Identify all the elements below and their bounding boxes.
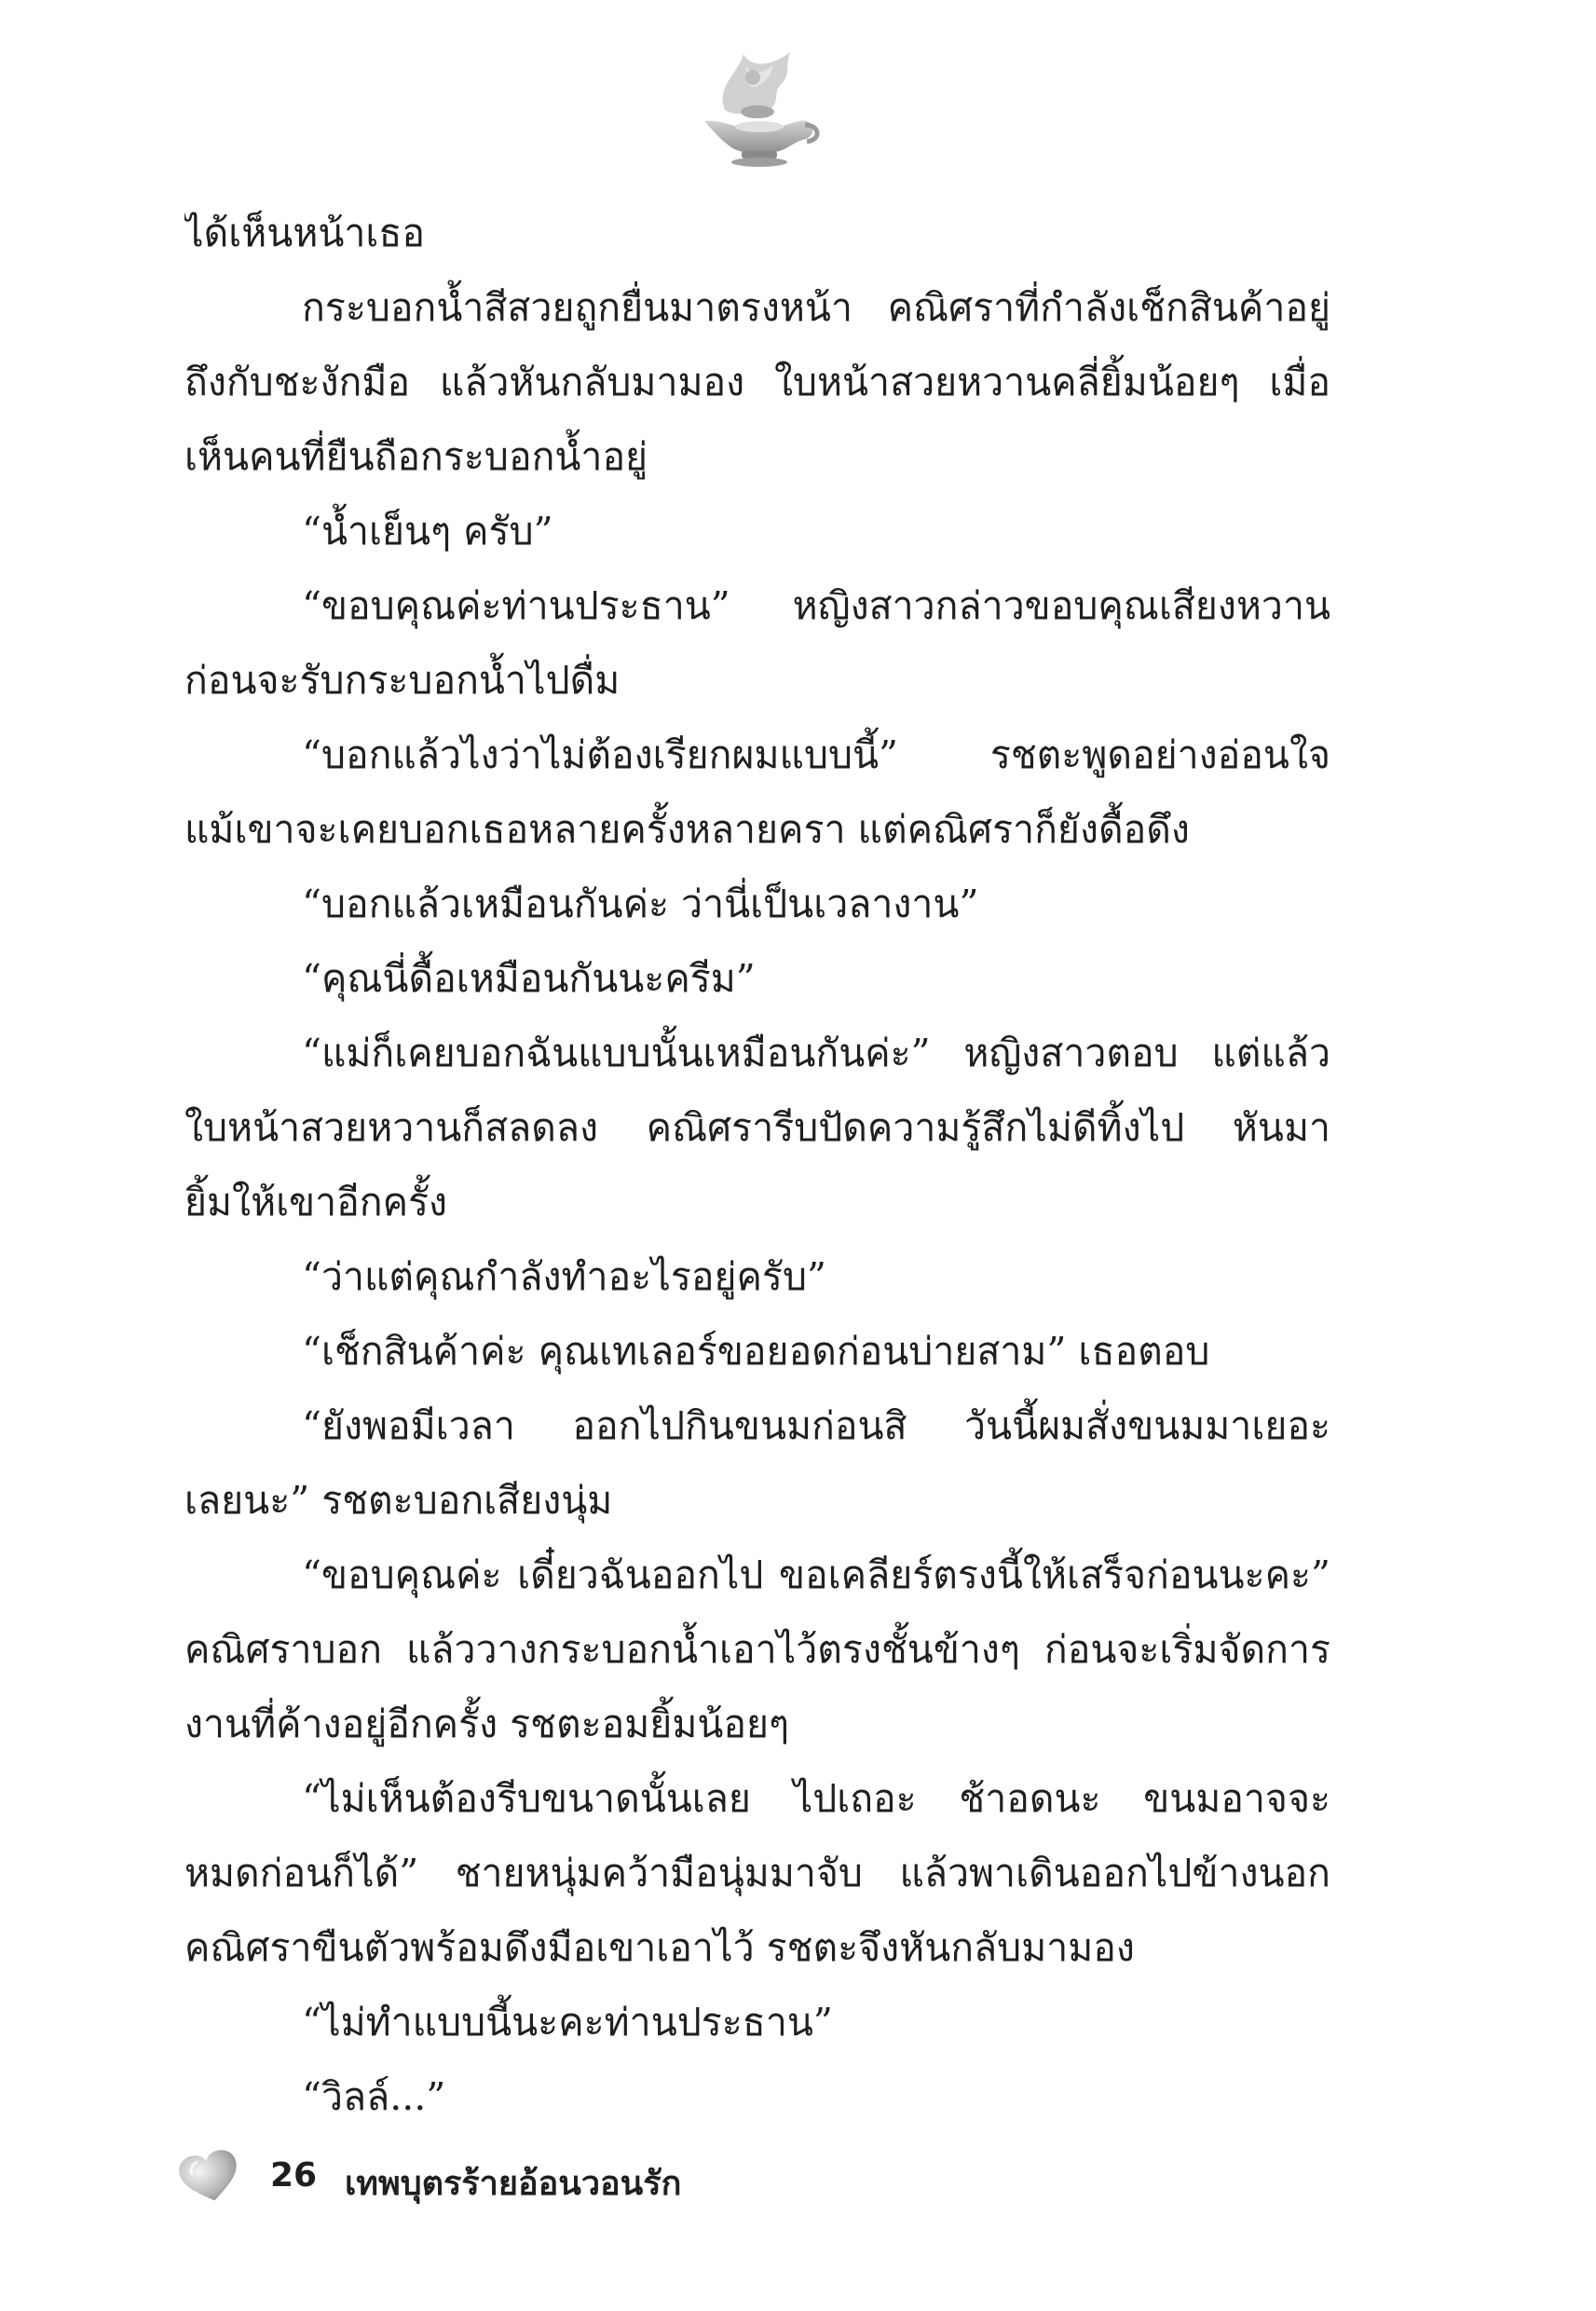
text-line: ก่อนจะรับกระบอกน้ำไปดื่ม: [184, 658, 621, 703]
dialogue-line: “ยังพอมีเวลา ออกไปกินขนมก่อนสิ วันนี้ผมสั่งขนมมาเยอะ: [302, 1403, 1330, 1448]
text-line: ใบหน้าสวยหวานก็สลดลง คณิศรารีบปัดความรู้สึกไม่ดีทิ้งไป หันมา: [184, 1105, 1330, 1150]
dialogue-line: “คุณนี่ดื้อเหมือนกันนะครีม”: [302, 956, 756, 1001]
dialogue-line: “ขอบคุณค่ะท่านประธาน” หญิงสาวกล่าวขอบคุณเสียงหวาน: [302, 583, 1330, 628]
text-line: งานที่ค้างอยู่อีกครั้ง รชตะอมยิ้มน้อยๆ: [184, 1702, 790, 1746]
text-line: คณิศราบอก แล้ววางกระบอกน้ำเอาไว้ตรงชั้นข้างๆ ก่อนจะเริ่มจัดการ: [184, 1627, 1330, 1672]
heart-icon: [177, 2149, 242, 2205]
book-title: เทพบุตรร้ายอ้อนวอนรัก: [345, 2165, 682, 2203]
dialogue-line: “น้ำเย็นๆ ครับ”: [302, 509, 553, 554]
page-footer: [177, 2143, 1016, 2218]
body-text: [184, 196, 1330, 2134]
genie-lamp-ornament-icon: [688, 45, 827, 171]
text-line: ยิ้มให้เขาอีกครั้ง: [184, 1180, 448, 1224]
dialogue-line: “บอกแล้วไงว่าไม่ต้องเรียกผมแบบนี้” รชตะพูดอย่างอ่อนใจ: [302, 732, 1330, 777]
dialogue-line: “วิลล์...”: [302, 2074, 446, 2119]
dialogue-line: “ขอบคุณค่ะ เดี๋ยวฉันออกไป ขอเคลียร์ตรงนี้ให้เสร็จก่อนนะคะ”: [302, 1552, 1330, 1597]
text-line: ได้เห็นหน้าเธอ: [184, 211, 426, 255]
dialogue-line: “เช็กสินค้าค่ะ คุณเทเลอร์ขอยอดก่อนบ่ายสาม” เธอตอบ: [302, 1329, 1210, 1374]
dialogue-line: “ไม่เห็นต้องรีบขนาดนั้นเลย ไปเถอะ ช้าอดนะ ขนมอาจจะ: [302, 1776, 1330, 1821]
dialogue-line: “ว่าแต่คุณกำลังทำอะไรอยู่ครับ”: [302, 1254, 826, 1299]
text-line: แม้เขาจะเคยบอกเธอหลายครั้งหลายครา แต่คณิศราก็ยังดื้อดึง: [184, 807, 1190, 852]
text-line: เห็นคนที่ยืนถือกระบอกน้ำอยู่: [184, 434, 648, 479]
text-line: หมดก่อนก็ได้” ชายหนุ่มคว้ามือนุ่มมาจับ แล้วพาเดินออกไปข้างนอก: [184, 1851, 1330, 1895]
dialogue-line: “บอกแล้วเหมือนกันค่ะ ว่านี่เป็นเวลางาน”: [302, 882, 979, 926]
dialogue-line: “ไม่ทำแบบนี้นะคะท่านประธาน”: [302, 2000, 833, 2044]
dialogue-line: “แม่ก็เคยบอกฉันแบบนั้นเหมือนกันค่ะ” หญิงสาวตอบ แต่แล้ว: [302, 1031, 1330, 1075]
page-number: 26: [270, 2156, 318, 2195]
text-line: กระบอกน้ำสีสวยถูกยื่นมาตรงหน้า คณิศราที่กำลังเช็กสินค้าอยู่: [302, 285, 1330, 330]
text-line: เลยนะ” รชตะบอกเสียงนุ่ม: [184, 1478, 613, 1523]
text-line: ถึงกับชะงักมือ แล้วหันกลับมามอง ใบหน้าสวยหวานคลี่ยิ้มน้อยๆ เมื่อ: [184, 360, 1330, 404]
text-line: คณิศราขืนตัวพร้อมดึงมือเขาเอาไว้ รชตะจึงหันกลับมามอง: [184, 1925, 1135, 1970]
